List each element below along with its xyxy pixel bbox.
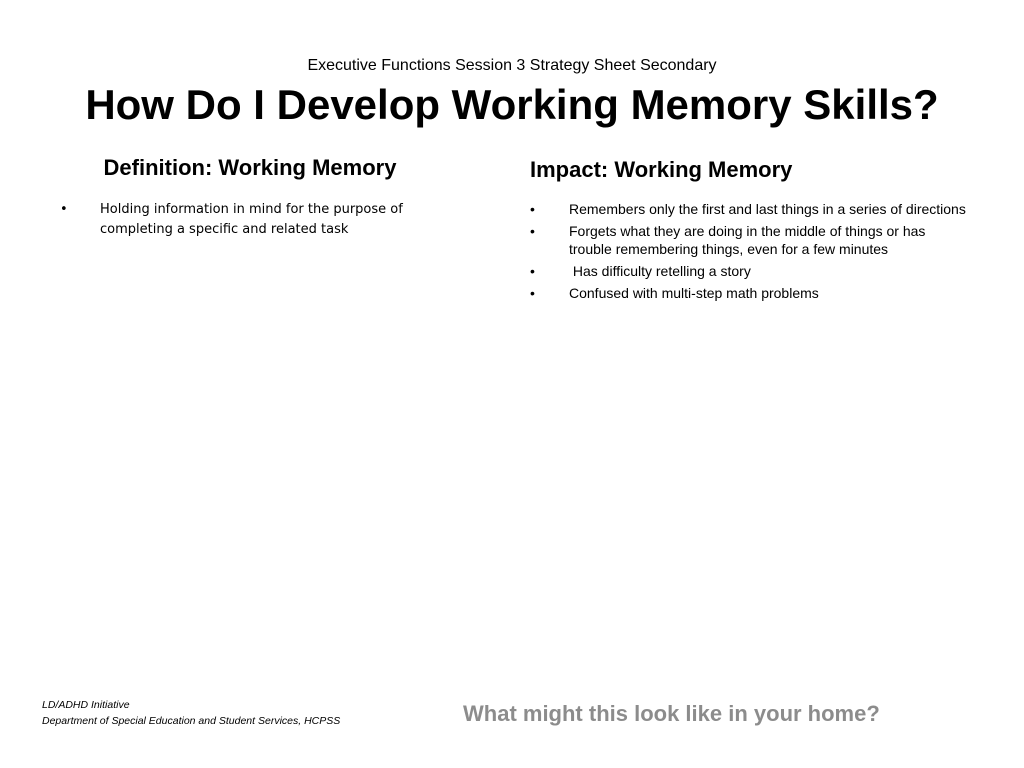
footer-question: What might this look like in your home?: [463, 701, 880, 726]
definition-list: [60, 200, 440, 240]
bullet-icon: •: [530, 201, 535, 217]
list-item-text: Forgets what they are doing in the middle of things or has trouble remembering things, even for a few minutes: [569, 223, 926, 257]
page-subtitle: Executive Functions Session 3 Strategy Sheet Secondary: [307, 57, 717, 74]
bullet-icon: •: [530, 285, 535, 301]
bullet-icon: •: [530, 263, 535, 279]
list-item: [530, 222, 970, 258]
footer-org-line2: Department of Special Education and Student Services, HCPSS: [42, 715, 341, 727]
impact-heading: Impact: Working Memory: [530, 157, 793, 182]
list-item-text: Has difficulty retelling a story: [569, 263, 751, 279]
list-item-text: Confused with multi-step math problems: [569, 285, 819, 301]
list-item-text: Remembers only the first and last things in a series of directions: [569, 201, 966, 217]
footer-org-line1: LD/ADHD Initiative: [42, 699, 130, 711]
bullet-icon: •: [60, 202, 68, 217]
bullet-icon: •: [530, 223, 535, 239]
footer-organization: [42, 697, 340, 729]
list-item: [60, 200, 440, 240]
list-item: [530, 200, 970, 218]
page-title: How Do I Develop Working Memory Skills?: [85, 81, 939, 128]
definition-heading: Definition: Working Memory: [103, 155, 397, 180]
list-item: [530, 262, 970, 280]
list-item: [530, 284, 970, 302]
impact-list: [530, 200, 970, 306]
list-item-text: Holding information in mind for the purpose of completing a specific and related task: [100, 202, 403, 237]
